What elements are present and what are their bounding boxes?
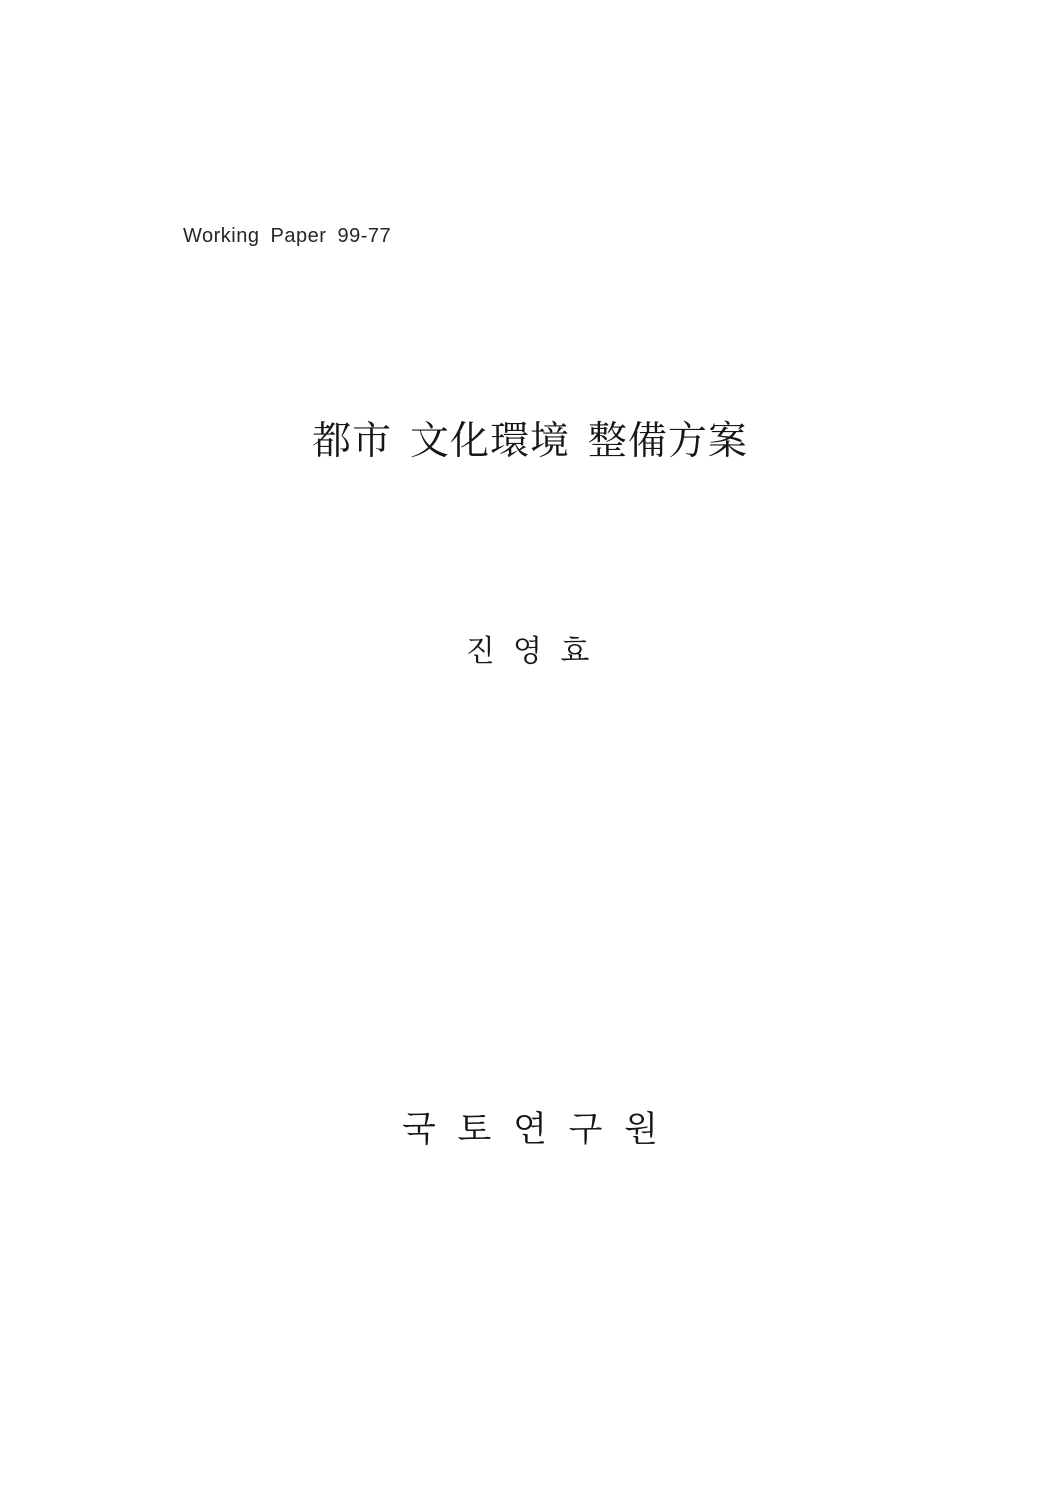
document-title: 都市 文化環境 整備方案 (312, 420, 748, 463)
author-name: 진 영 효 (465, 635, 595, 668)
series-label: Working Paper 99-77 (183, 225, 392, 247)
institution-name: 국 토 연 구 원 (402, 1110, 664, 1149)
